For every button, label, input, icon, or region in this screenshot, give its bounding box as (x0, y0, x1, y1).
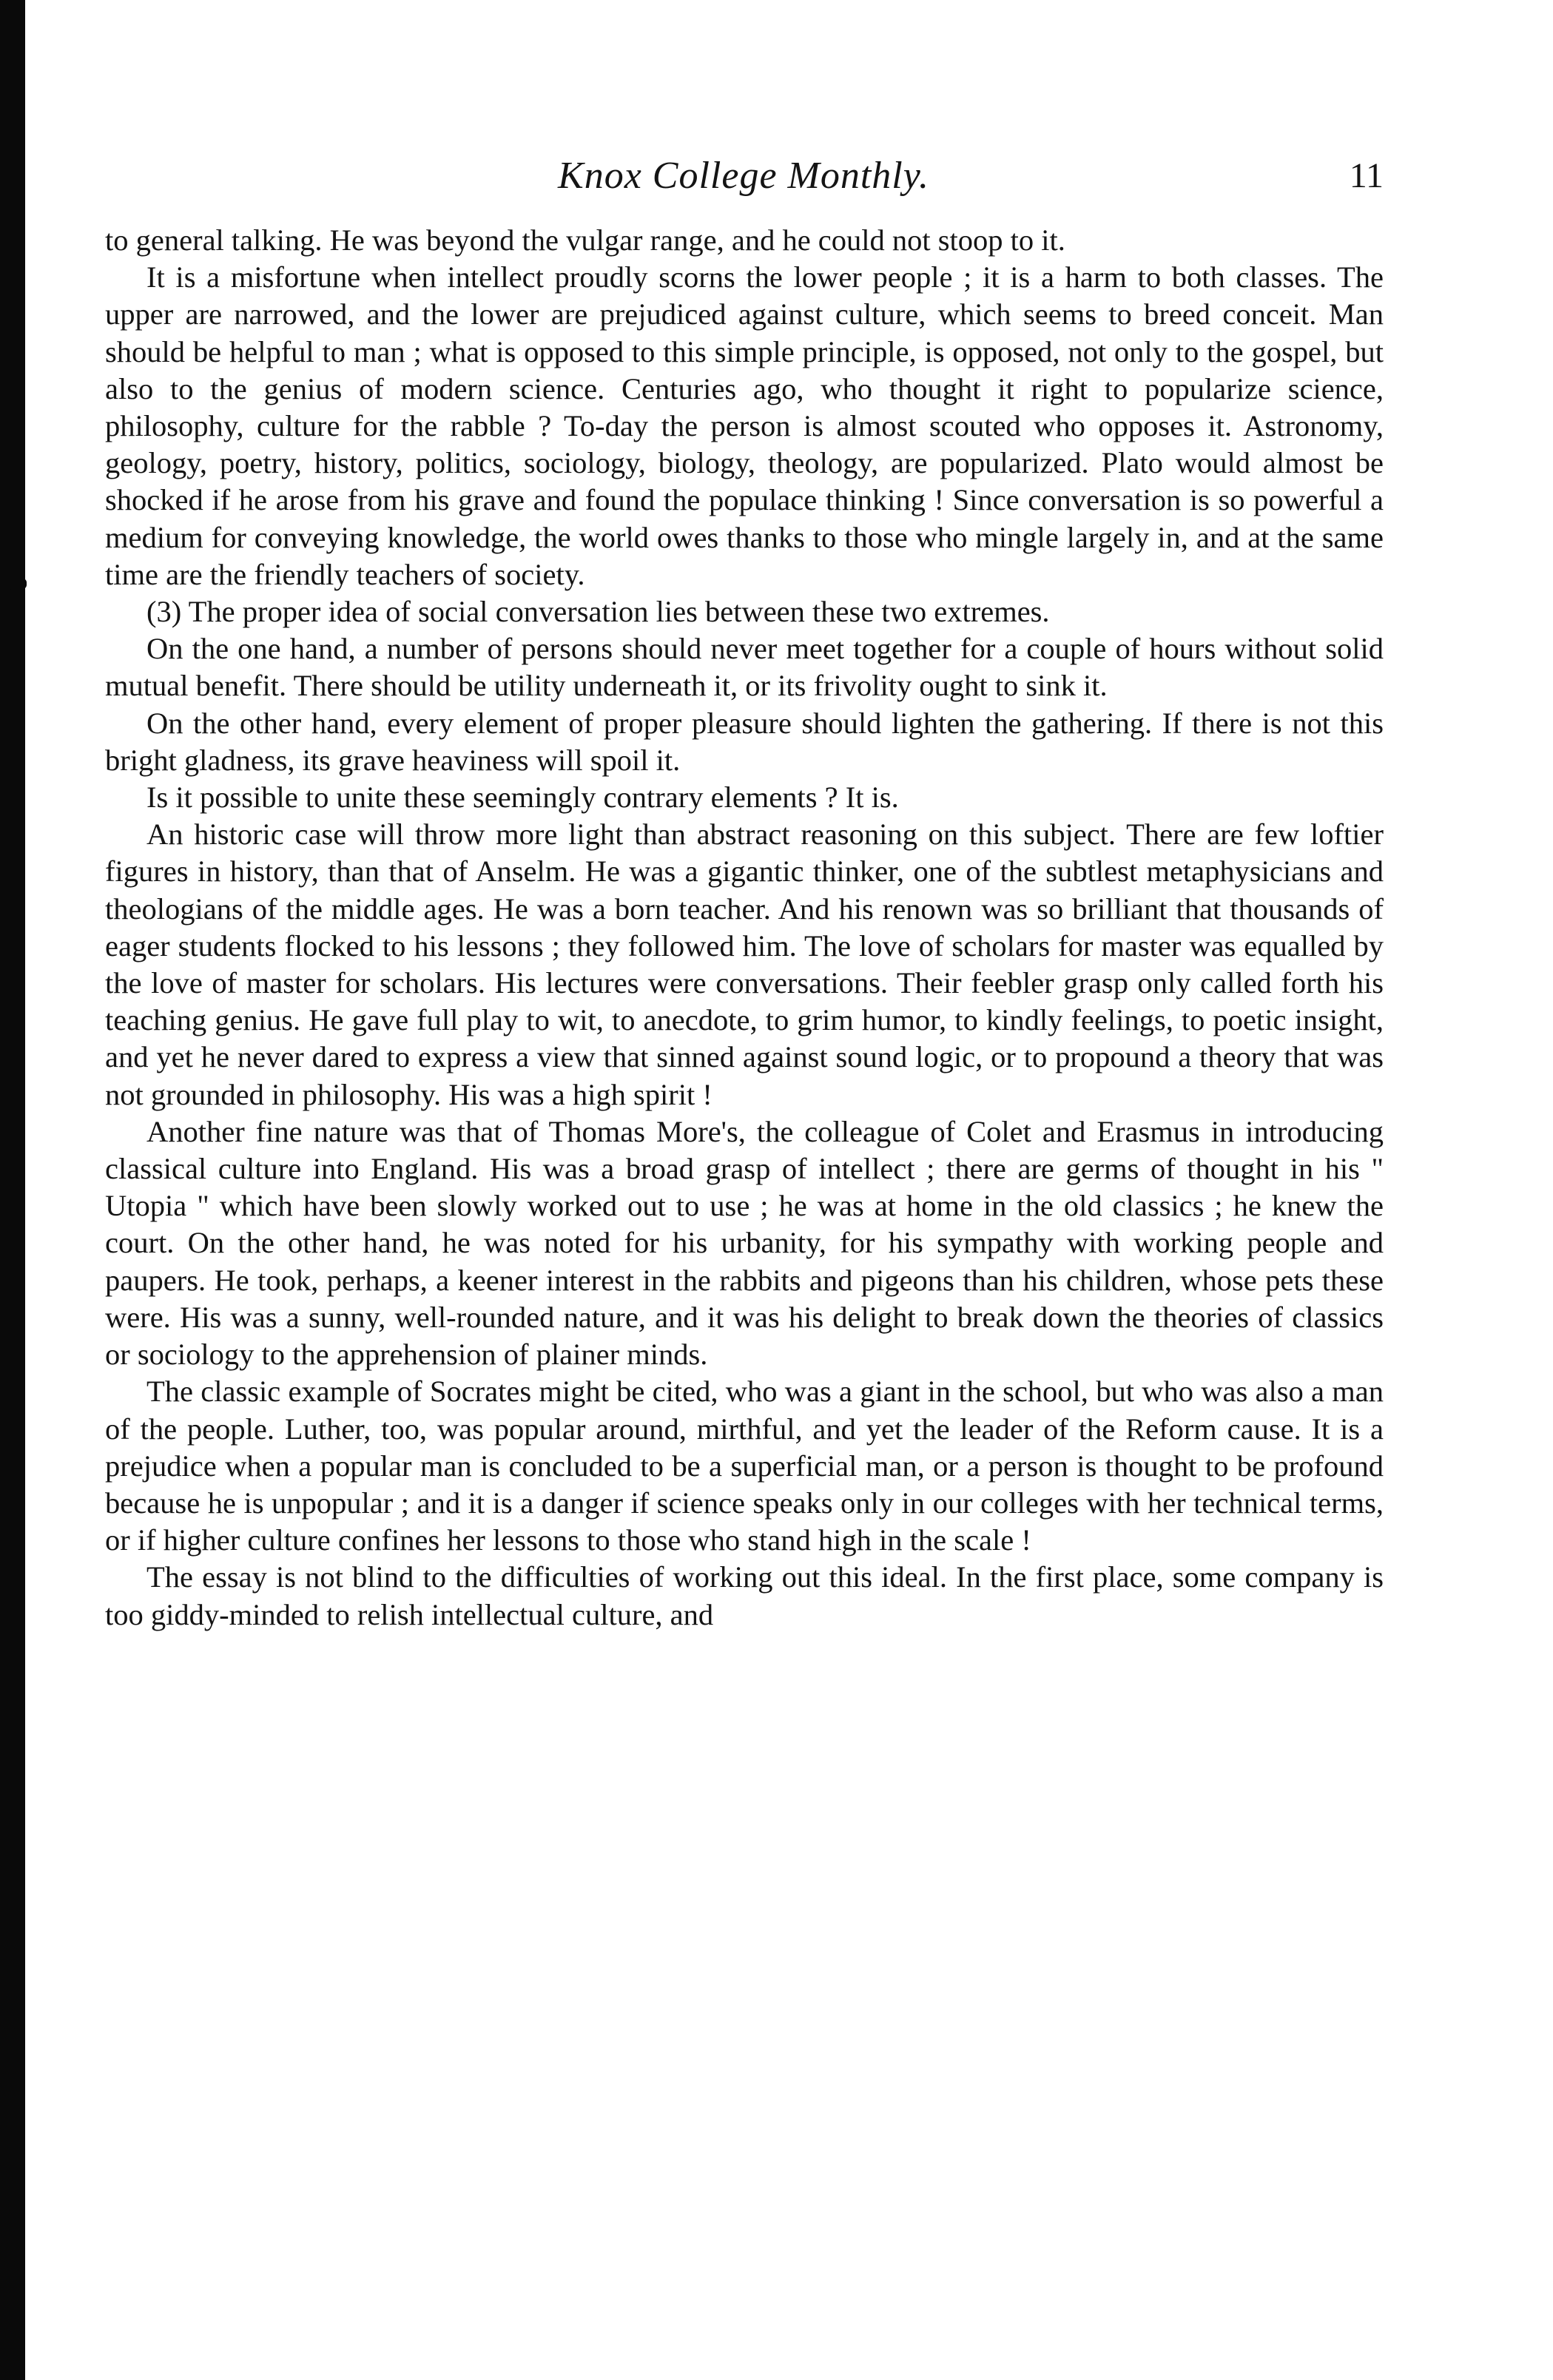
paragraph-misfortune: It is a misfortune when intellect proudly scorns the lower people ; it is a harm to both classes. The upper are narrowed, and the lower are prejudiced against culture, which seems to breed conceit. Man should be helpful to man ; what is opposed to this simple principle, is opposed, not only to the gospel, but also to the genius of modern science. Centuries ago, who thought it right to popularize science, philosophy, culture for the rabble ? To-day the person is almost scouted who opposes it. Astronomy, geology, poetry, history, politics, sociology, biology, theology, are popularized. Plato would almost be shocked if he arose from his grave and found the populace thinking ! Since conversation is so powerful a medium for conveying knowledge, the world owes thanks to those who mingle largely in, and at the same time are the friendly teachers of society. (105, 260, 1384, 591)
paragraph-anselm: An historic case will throw more light than abstract reasoning on this subject. There are few loftier figures in history, than that of Anselm. He was a gigantic thinker, one of the subtlest metaphysicians and theologians of the middle ages. He was a born teacher. And his renown was so brilliant that thousands of eager students flocked to his lessons ; they followed him. The love of scholars for master was equalled by the love of master for scholars. His lectures were conversations. Their feebler grasp only called forth his teaching genius. He gave full play to wit, to anecdote, to grim humor, to kindly feelings, to poetic insight, and yet he never dared to express a view that sinned against sound logic, or to propound a theory that was not grounded in philosophy. His was a high spirit ! (105, 818, 1384, 1111)
paragraph-socrates: The classic example of Socrates might be cited, who was a giant in the school, but who was also a man of the people. Luther, too, was popular around, mirthful, and yet the leader of the Reform cause. It is a prejudice when a popular man is concluded to be a superficial man, or a person is thought to be profound because he is unpopular ; and it is a danger if science speaks only in our colleges with her technical terms, or if higher culture confines her lessons to those who stand high in the scale ! (105, 1375, 1384, 1557)
page-number: 11 (1349, 156, 1384, 195)
paragraph-essay: The essay is not blind to the difficulties of working out this ideal. In the first place, some company is too giddy-minded to relish intellectual culture, and (105, 1560, 1384, 1631)
body-text (105, 222, 1384, 1634)
paragraph-is-it-possible: Is it possible to unite these seemingly contrary elements ? It is. (146, 781, 899, 815)
page-binding-edge (0, 0, 25, 2380)
paragraph-proper-idea: (3) The proper idea of social conversation lies between these two extremes. (146, 595, 1050, 629)
running-title: Knox College Monthly. (558, 155, 929, 197)
paragraph-one-hand: On the one hand, a number of persons should never meet together for a couple of hours without solid mutual benefit. There should be utility underneath it, or its frivolity ought to sink it. (105, 632, 1384, 703)
paragraph-continued: to general talking. He was beyond the vulgar range, and he could not stoop to it. (105, 223, 1065, 257)
binding-mark-upper (7, 577, 27, 590)
page-header (104, 154, 1384, 206)
paragraph-thomas-more: Another fine nature was that of Thomas More's, the colleague of Colet and Erasmus in introducing classical culture into England. His was a broad grasp of intellect ; there are germs of thought in his " Utopia " which have been slowly worked out to use ; he was at home in the old classics ; he knew the court. On the other hand, he was noted for his urbanity, for his sympathy with working people and paupers. He took, perhaps, a keener interest in the rabbits and pigeons than his children, whose pets these were. His was a sunny, well-rounded nature, and it was his delight to break down the theories of classics or sociology to the apprehension of plainer minds. (105, 1114, 1384, 1372)
binding-mark-lower (10, 1406, 25, 1417)
paragraph-other-hand: On the other hand, every element of proper pleasure should lighten the gathering. If there is not this bright gladness, its grave heaviness will spoil it. (105, 706, 1384, 777)
